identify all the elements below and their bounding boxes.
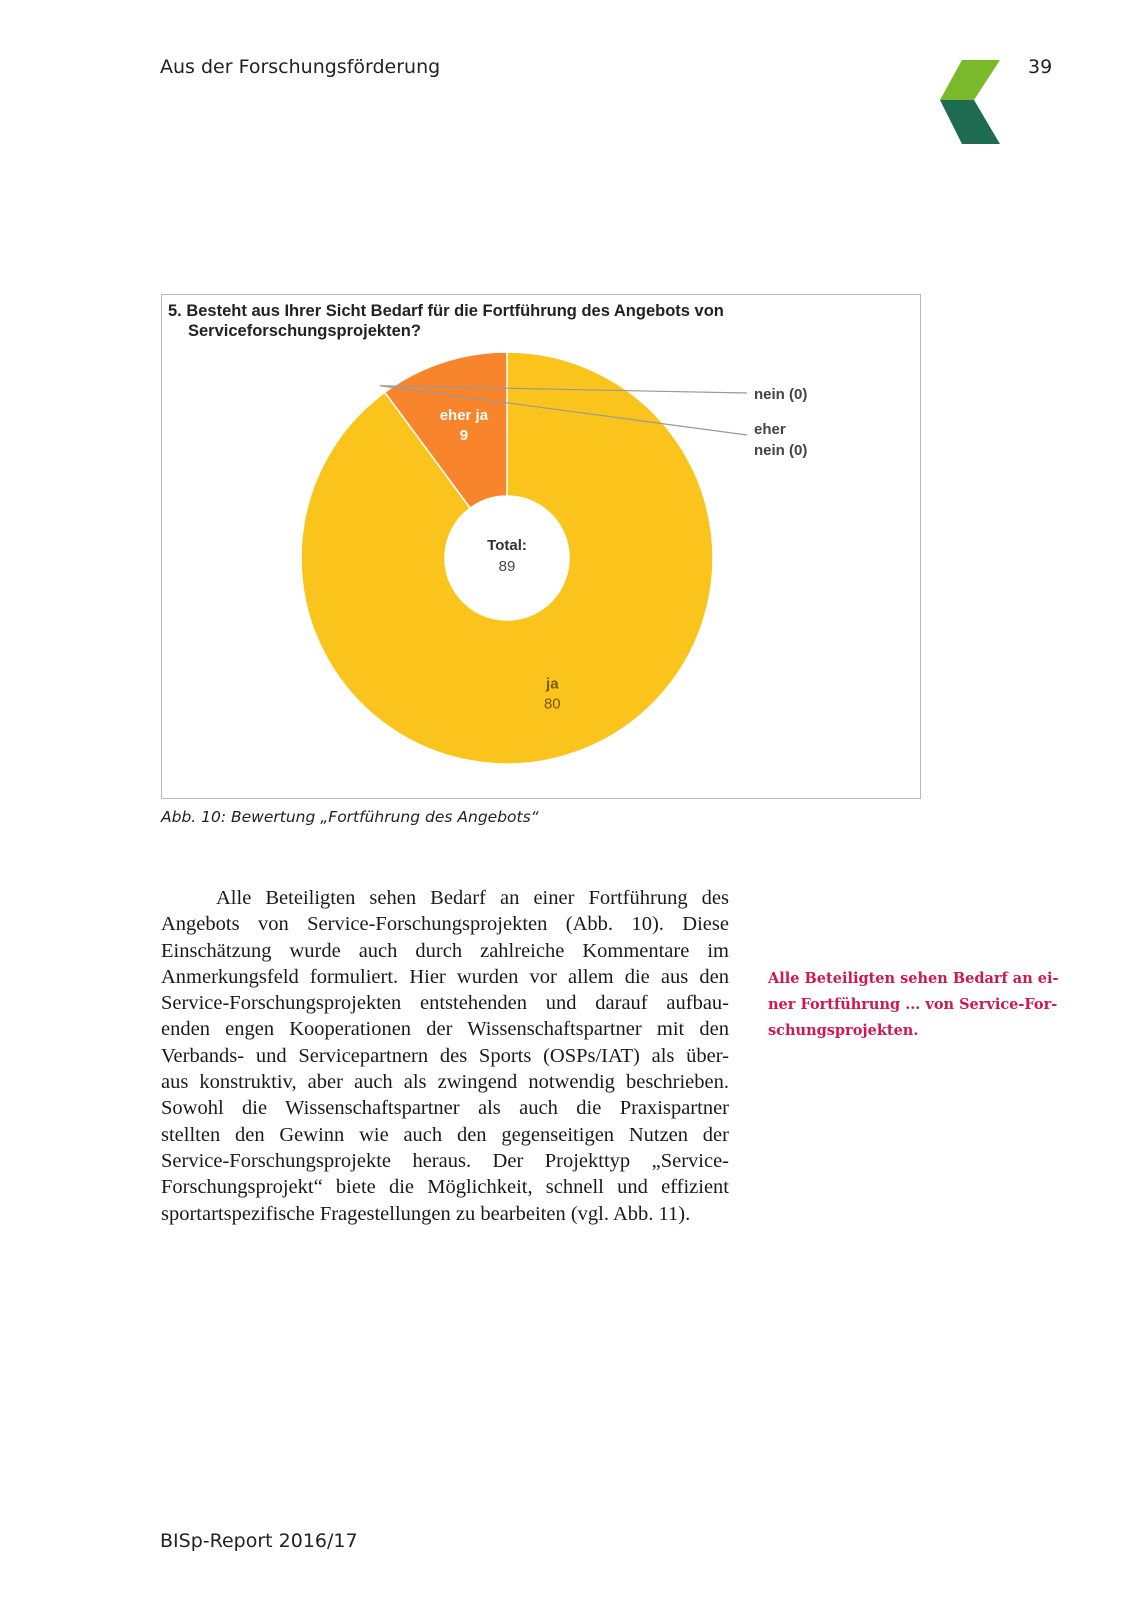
logo-green-chevron-top bbox=[940, 60, 1000, 100]
body-paragraph bbox=[161, 885, 729, 1227]
margin-note-line: ner Fortführung ... von Service-For- bbox=[768, 996, 1058, 1013]
zero-slice-label-eher-nein: nein (0) bbox=[754, 442, 808, 459]
slice-label-ja: ja bbox=[546, 675, 559, 693]
chart-title-line-1: 5. Besteht aus Ihrer Sicht Bedarf für die Fortführung des Angebots von bbox=[168, 302, 724, 320]
figure-caption: Abb. 10: Bewertung „Fortführung des Angebots“ bbox=[161, 808, 539, 826]
body-line: enden engen Kooperationen der Wissenschaftspartner mit den bbox=[161, 1018, 729, 1041]
body-line: Alle Beteiligten sehen Bedarf an einer Fortführung des bbox=[216, 887, 729, 909]
body-line: Angebots von Service-Forschungsprojekten (Abb. 10). Diese bbox=[161, 913, 729, 936]
zero-slice-label-nein: nein (0) bbox=[754, 386, 808, 403]
body-line: Anmerkungsfeld formuliert. Hier wurden vor allem die aus den bbox=[161, 965, 729, 988]
bisp-chevron-logo bbox=[940, 60, 1000, 144]
chart-title-line-2: Serviceforschungsprojekten? bbox=[188, 322, 421, 340]
margin-note-line: Alle Beteiligten sehen Bedarf an ei- bbox=[768, 970, 1059, 987]
zero-slice-label-eher-nein: eher bbox=[754, 421, 786, 438]
body-line: Sowohl die Wissenschaftspartner als auch die Praxispartner bbox=[161, 1097, 729, 1120]
logo-dark-chevron-bottom bbox=[940, 100, 1000, 144]
margin-note-line: schungsprojekten. bbox=[768, 1022, 919, 1039]
running-head-title: Aus der Forschungsförderung bbox=[160, 56, 441, 78]
slice-value-ja: 80 bbox=[543, 695, 561, 713]
donut-center-value: 89 bbox=[498, 558, 516, 575]
page-footer: BISp-Report 2016/17 bbox=[160, 1530, 358, 1552]
body-line: sportartspezifische Fragestellungen zu bearbeiten (vgl. Abb. 11). bbox=[161, 1202, 691, 1225]
body-line: Forschungsprojekt“ biete die Möglichkeit, schnell und effizient bbox=[161, 1176, 729, 1199]
body-line: Verbands- und Servicepartnern des Sports (OSPs/IAT) als über- bbox=[161, 1044, 729, 1067]
slice-value-eher-ja: 9 bbox=[459, 426, 469, 444]
body-line: stellten den Gewinn wie auch den gegenseitigen Nutzen der bbox=[161, 1123, 729, 1146]
body-line: Einschätzung wurde auch durch zahlreiche Kommentare im bbox=[161, 939, 729, 962]
donut-center-title: Total: bbox=[487, 537, 527, 554]
page-number: 39 bbox=[1028, 56, 1053, 78]
chart-figure bbox=[161, 294, 921, 799]
body-line: aus konstruktiv, aber auch als zwingend notwendig beschrieben. bbox=[161, 1071, 729, 1094]
body-line: Service-Forschungsprojekte heraus. Der Projekttyp „Service- bbox=[161, 1149, 729, 1172]
margin-pull-quote bbox=[768, 966, 1059, 1044]
donut-chart bbox=[162, 295, 920, 798]
body-line: Service-Forschungsprojekten entstehenden und darauf aufbau- bbox=[161, 992, 729, 1015]
slice-label-eher-ja: eher ja bbox=[439, 406, 489, 424]
